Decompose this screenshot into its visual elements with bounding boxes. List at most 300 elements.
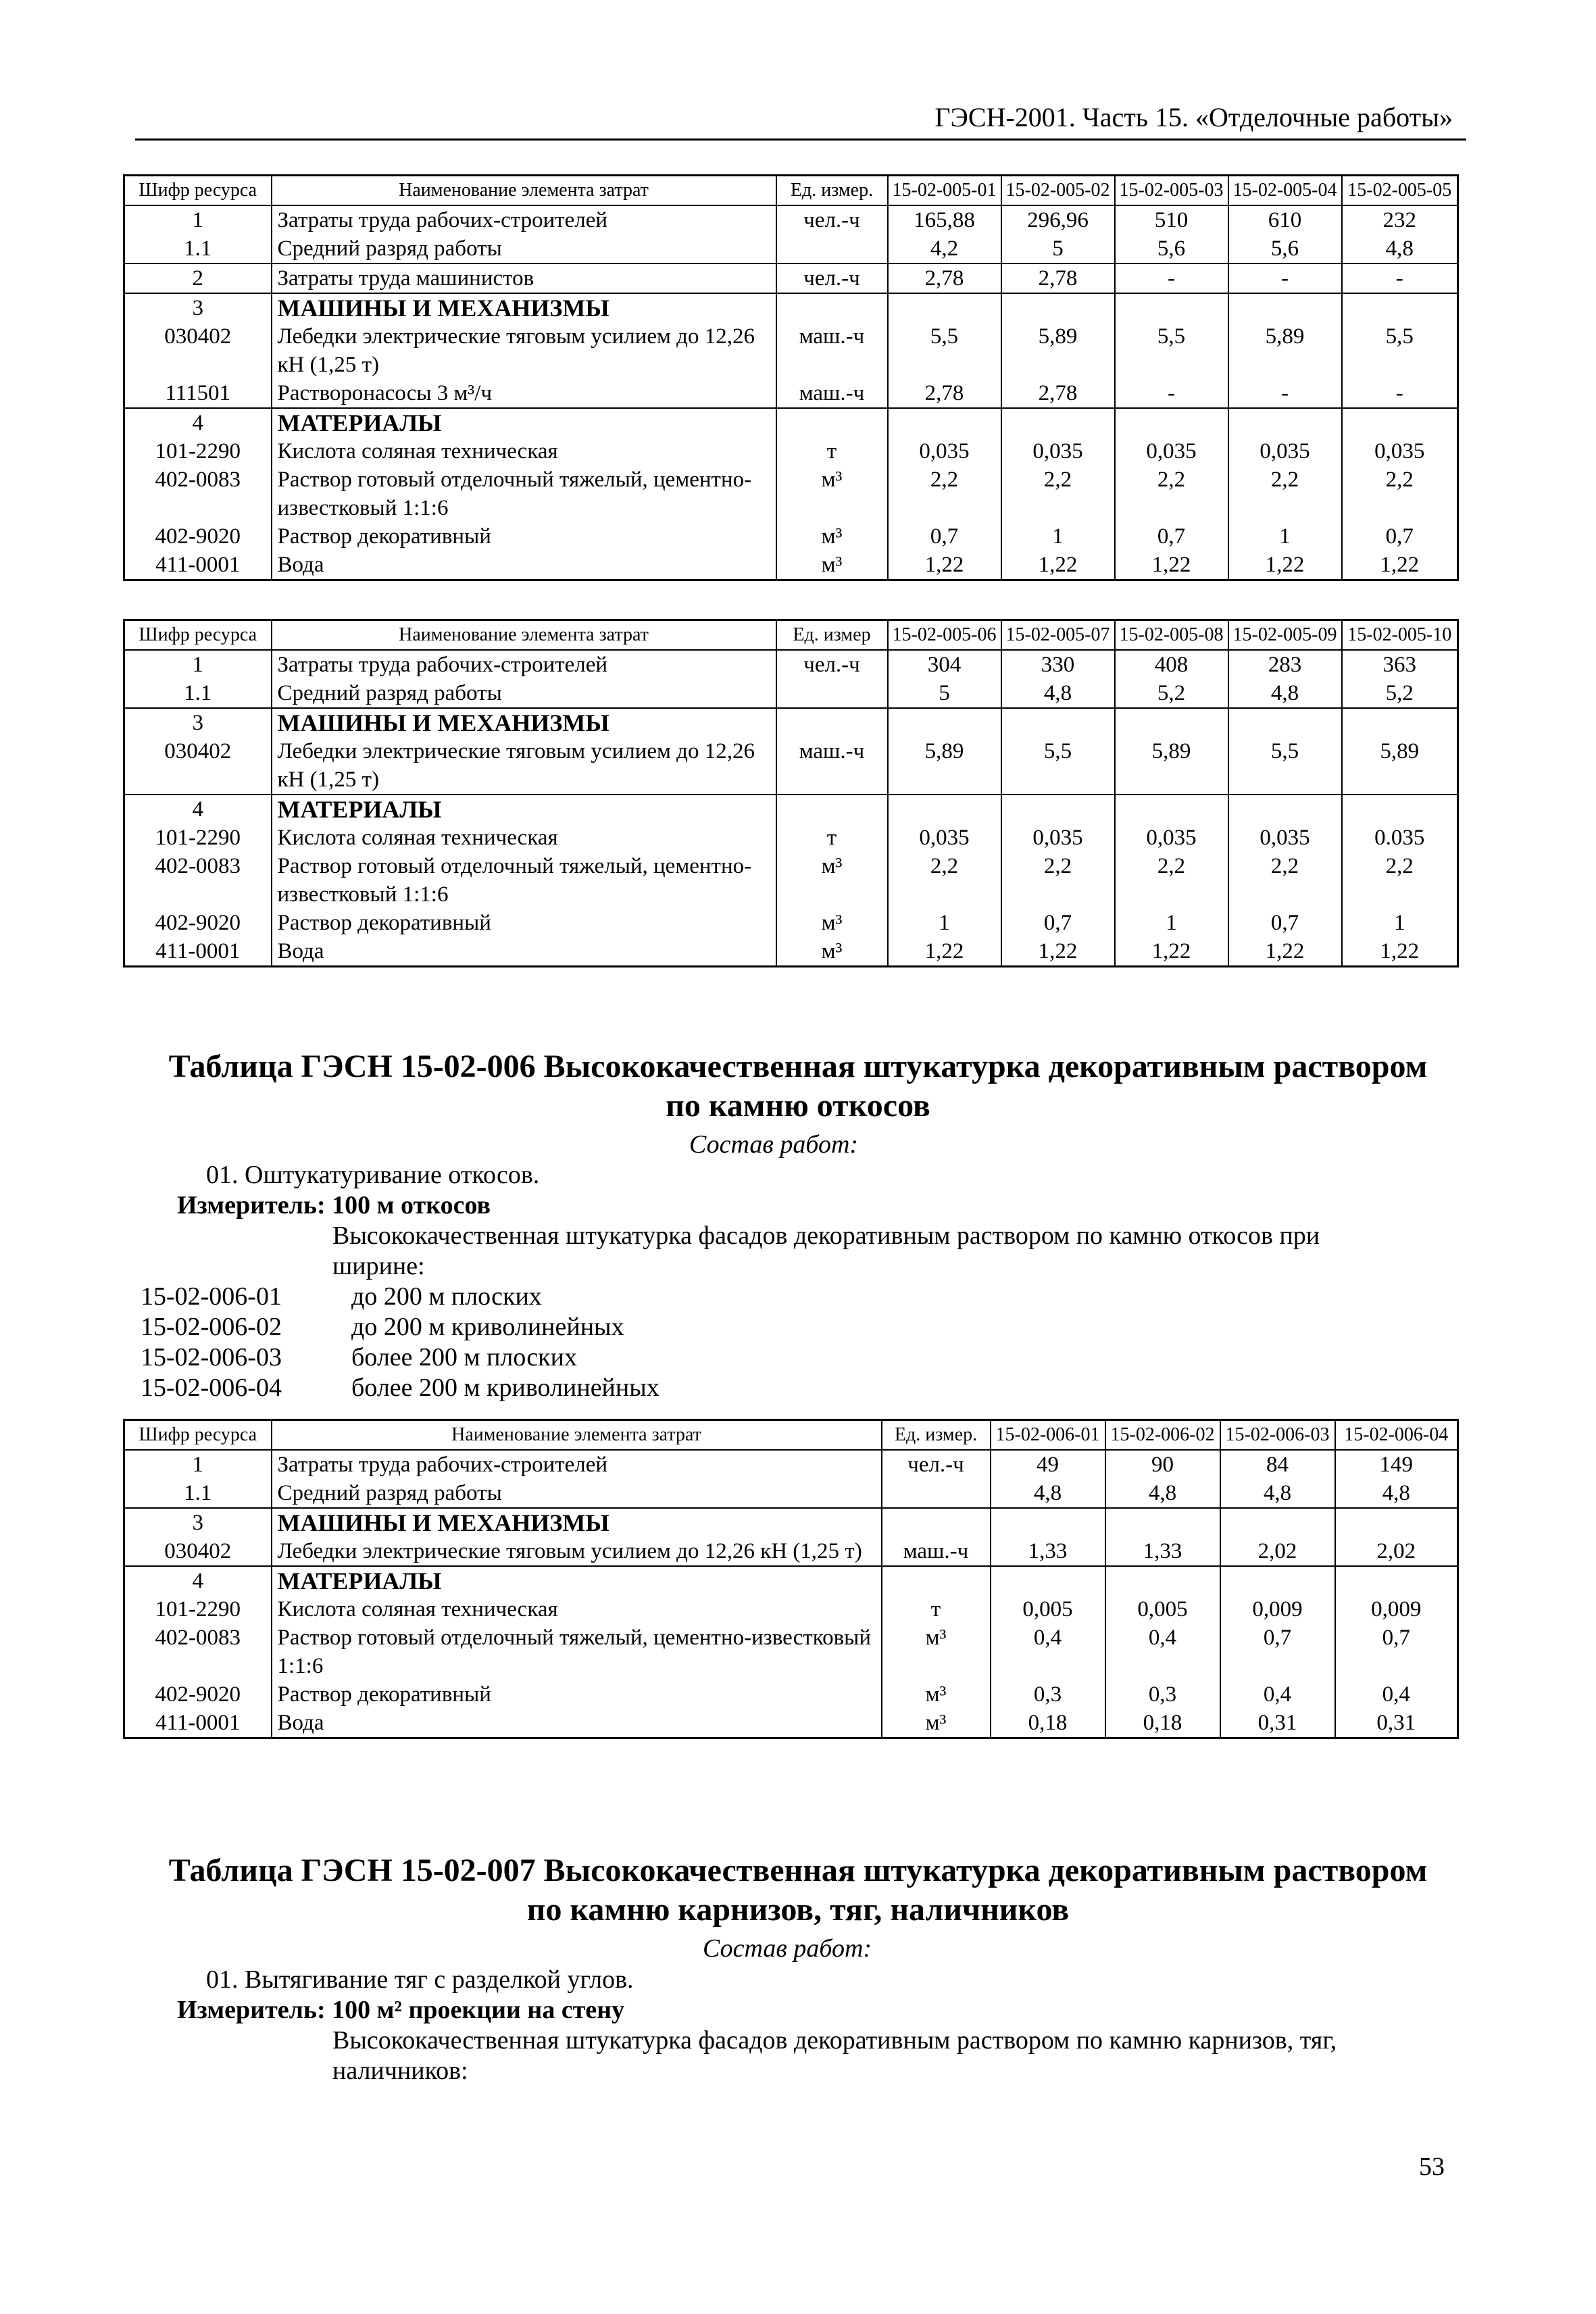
header-rule <box>135 139 1466 141</box>
table-row <box>124 466 1458 522</box>
header-cell: 15-02-005-08 <box>1115 620 1228 651</box>
resource-code: 111501 <box>124 379 272 408</box>
cost-element-name: Затраты труда рабочих-строителей <box>272 1450 882 1479</box>
table-row <box>124 1624 1458 1680</box>
unit-of-measure: т <box>882 1595 991 1624</box>
norm-value: 0,18 <box>991 1709 1105 1738</box>
norm-value: 1,22 <box>888 937 1001 967</box>
header-cell: 15-02-006-03 <box>1220 1420 1335 1451</box>
norm-value: 0,4 <box>1105 1624 1220 1680</box>
header-cell: Ед. измер. <box>776 176 888 206</box>
norm-value: 1,22 <box>1115 937 1228 967</box>
norm-value: 296,96 <box>1001 205 1115 234</box>
norm-value: - <box>1342 263 1458 293</box>
norm-value <box>1105 1566 1220 1595</box>
measure-unit: Измеритель: 100 м откосов <box>177 1191 491 1219</box>
norm-value <box>1115 293 1228 322</box>
norm-value: 0,7 <box>1220 1624 1335 1680</box>
table-row <box>124 708 1458 737</box>
header-cell: Шифр ресурса <box>124 620 272 651</box>
norm-value: - <box>1115 263 1228 293</box>
norm-value: 5,89 <box>888 737 1001 795</box>
work-step-2: 01. Вытягивание тяг с разделкой углов. <box>206 1965 634 1994</box>
norm-value: 0,7 <box>1115 522 1228 551</box>
header-cell: 15-02-005-03 <box>1115 176 1228 206</box>
norm-value: 2,78 <box>888 379 1001 408</box>
norm-value <box>1115 708 1228 737</box>
norm-code: 15-02-006-02 <box>141 1313 282 1341</box>
unit-of-measure: м³ <box>882 1709 991 1738</box>
norm-value: 2,02 <box>1220 1537 1335 1566</box>
table-row <box>124 437 1458 466</box>
resource-code: 101-2290 <box>124 437 272 466</box>
resource-code: 3 <box>124 1508 272 1537</box>
norm-value <box>1342 293 1458 322</box>
norm-value: 0,005 <box>991 1595 1105 1624</box>
table-row <box>124 937 1458 967</box>
table-row <box>124 909 1458 937</box>
cost-element-name: Вода <box>272 1709 882 1738</box>
norm-value: 0,035 <box>1115 824 1228 852</box>
norm-code: 15-02-006-04 <box>141 1374 282 1402</box>
cost-element-name: МАШИНЫ И МЕХАНИЗМЫ <box>272 1508 882 1537</box>
resource-code: 1 <box>124 1450 272 1479</box>
norm-value: 0,31 <box>1335 1709 1458 1738</box>
unit-of-measure: м³ <box>776 466 888 522</box>
header-cell: 15-02-006-02 <box>1105 1420 1220 1451</box>
cost-element-name: Кислота соляная техническая <box>272 437 776 466</box>
norm-value <box>1115 795 1228 824</box>
header-cell: 15-02-005-02 <box>1001 176 1115 206</box>
resource-code: 3 <box>124 708 272 737</box>
norm-value: - <box>1228 379 1342 408</box>
table-row <box>124 205 1458 234</box>
norm-value: 5,2 <box>1342 679 1458 708</box>
norm-value: 2,2 <box>888 852 1001 909</box>
resource-code: 1.1 <box>124 234 272 263</box>
header-cell: 15-02-005-04 <box>1228 176 1342 206</box>
unit-of-measure: чел.-ч <box>776 263 888 293</box>
norm-value: 165,88 <box>888 205 1001 234</box>
norm-value: 0,035 <box>1115 437 1228 466</box>
norm-value: 0,009 <box>1335 1595 1458 1624</box>
cost-element-name: Затраты труда рабочих-строителей <box>272 650 776 679</box>
cost-element-name: МАТЕРИАЛЫ <box>272 408 776 437</box>
norm-value: 5,89 <box>1342 737 1458 795</box>
norm-value: 5,89 <box>1001 322 1115 379</box>
norm-value: 1 <box>1228 522 1342 551</box>
cost-element-name: Лебедки электрические тяговым усилием до 12,26 кН (1,25 т) <box>272 737 776 795</box>
table-header-row <box>124 176 1458 206</box>
header-cell: 15-02-005-05 <box>1342 176 1458 206</box>
norm-value: - <box>1342 379 1458 408</box>
norm-value <box>1001 708 1115 737</box>
header-cell: 15-02-005-06 <box>888 620 1001 651</box>
norm-value <box>888 408 1001 437</box>
norm-value: 5,6 <box>1115 234 1228 263</box>
header-cell: Шифр ресурса <box>124 176 272 206</box>
unit-of-measure: чел.-ч <box>776 650 888 679</box>
norm-value <box>1220 1508 1335 1537</box>
table-title-007-line1: Таблица ГЭСН 15-02-007 Высококачественная штукатурка декоративным раствором <box>168 1853 1428 1888</box>
norm-value: 0,005 <box>1105 1595 1220 1624</box>
table-row <box>124 1508 1458 1537</box>
cost-element-name: МАТЕРИАЛЫ <box>272 795 776 824</box>
norm-value: 5,5 <box>1115 322 1228 379</box>
resource-code: 411-0001 <box>124 551 272 580</box>
table-row <box>124 1566 1458 1595</box>
norm-value: 4,2 <box>888 234 1001 263</box>
cost-element-name: МАШИНЫ И МЕХАНИЗМЫ <box>272 708 776 737</box>
resource-code: 402-0083 <box>124 466 272 522</box>
norm-value: 5 <box>1001 234 1115 263</box>
norm-value: 0,035 <box>1342 437 1458 466</box>
header-cell: Наименование элемента затрат <box>272 620 776 651</box>
table-row <box>124 322 1458 379</box>
table-row <box>124 408 1458 437</box>
cost-element-name: Раствор готовый отделочный тяжелый, цементно-известковый 1:1:6 <box>272 466 776 522</box>
norm-value: 5,5 <box>1001 737 1115 795</box>
header-cell: 15-02-005-10 <box>1342 620 1458 651</box>
table-row <box>124 1680 1458 1709</box>
cost-element-name: МАШИНЫ И МЕХАНИЗМЫ <box>272 293 776 322</box>
norm-value: - <box>1115 379 1228 408</box>
unit-of-measure: чел.-ч <box>776 205 888 234</box>
norm-value: 4,8 <box>1220 1479 1335 1508</box>
norm-value: 0,035 <box>888 437 1001 466</box>
norm-value: 90 <box>1105 1450 1220 1479</box>
table-title-006-line1: Таблица ГЭСН 15-02-006 Высококачественная штукатурка декоративным раствором <box>168 1049 1428 1084</box>
header-cell: 15-02-006-04 <box>1335 1420 1458 1451</box>
norm-value <box>991 1566 1105 1595</box>
norm-value: 4,8 <box>1105 1479 1220 1508</box>
norm-value: 1 <box>1115 909 1228 937</box>
norm-value: 283 <box>1228 650 1342 679</box>
unit-of-measure: маш.-ч <box>776 379 888 408</box>
description-2-line2: наличников: <box>332 2057 468 2085</box>
header-cell: 15-02-005-01 <box>888 176 1001 206</box>
norm-value: 2,2 <box>1228 852 1342 909</box>
norm-value: 149 <box>1335 1450 1458 1479</box>
norm-value: 0,7 <box>1335 1624 1458 1680</box>
norm-value <box>1115 408 1228 437</box>
resource-code: 4 <box>124 795 272 824</box>
cost-element-name: Кислота соляная техническая <box>272 1595 882 1624</box>
description-2-line1: Высококачественная штукатурка фасадов декоративным раствором по камню карнизов, тяг, <box>332 2026 1337 2055</box>
norm-value: 5,6 <box>1228 234 1342 263</box>
norm-value: 2,2 <box>888 466 1001 522</box>
norm-value: 0.035 <box>1342 824 1458 852</box>
norm-value: 1 <box>1001 522 1115 551</box>
norm-value: 5 <box>888 679 1001 708</box>
resource-code: 402-9020 <box>124 1680 272 1709</box>
norm-value: 0,035 <box>1228 824 1342 852</box>
resource-code: 402-9020 <box>124 522 272 551</box>
description-line1: Высококачественная штукатурка фасадов декоративным раствором по камню откосов при <box>332 1222 1320 1250</box>
header-cell: Ед. измер. <box>882 1420 991 1451</box>
norm-code-description: более 200 м плоских <box>351 1343 577 1372</box>
norm-value: 2,2 <box>1228 466 1342 522</box>
norm-value: 5,2 <box>1115 679 1228 708</box>
norm-value: 0,035 <box>1228 437 1342 466</box>
norm-value: 2,78 <box>1001 263 1115 293</box>
norm-value: 5,89 <box>1115 737 1228 795</box>
unit-of-measure: маш.-ч <box>882 1537 991 1566</box>
norm-table-005-01-05 <box>123 174 1459 581</box>
norm-table-005-06-10 <box>123 619 1459 967</box>
norm-value: - <box>1228 263 1342 293</box>
norm-value: 2,2 <box>1001 852 1115 909</box>
table-row <box>124 1479 1458 1508</box>
norm-value: 0,3 <box>991 1680 1105 1709</box>
unit-of-measure: т <box>776 824 888 852</box>
unit-of-measure <box>882 1479 991 1508</box>
unit-of-measure <box>882 1508 991 1537</box>
norm-value: 1 <box>1342 909 1458 937</box>
unit-of-measure: м³ <box>776 522 888 551</box>
norm-value: 0,4 <box>991 1624 1105 1680</box>
header-cell: 15-02-006-01 <box>991 1420 1105 1451</box>
norm-value: 408 <box>1115 650 1228 679</box>
norm-value: 1 <box>888 909 1001 937</box>
norm-value: 1,22 <box>1342 937 1458 967</box>
header-cell: 15-02-005-07 <box>1001 620 1115 651</box>
cost-element-name: Средний разряд работы <box>272 234 776 263</box>
resource-code: 030402 <box>124 737 272 795</box>
norm-value: 0,035 <box>1001 437 1115 466</box>
cost-element-name: Затраты труда машинистов <box>272 263 776 293</box>
norm-value: 2,2 <box>1001 466 1115 522</box>
unit-of-measure: м³ <box>882 1680 991 1709</box>
resource-code: 402-9020 <box>124 909 272 937</box>
norm-value <box>1335 1508 1458 1537</box>
norm-value <box>1335 1566 1458 1595</box>
table-row <box>124 234 1458 263</box>
cost-element-name: МАТЕРИАЛЫ <box>272 1566 882 1595</box>
unit-of-measure: маш.-ч <box>776 322 888 379</box>
resource-code: 402-0083 <box>124 1624 272 1680</box>
unit-of-measure <box>776 293 888 322</box>
table-row <box>124 1595 1458 1624</box>
unit-of-measure: м³ <box>776 852 888 909</box>
unit-of-measure: т <box>776 437 888 466</box>
norm-table-006 <box>123 1419 1459 1739</box>
norm-value: 0,7 <box>1228 909 1342 937</box>
norm-value: 0,18 <box>1105 1709 1220 1738</box>
norm-value: 5,5 <box>1342 322 1458 379</box>
norm-value: 4,8 <box>1001 679 1115 708</box>
norm-value: 330 <box>1001 650 1115 679</box>
page-number: 53 <box>1419 2153 1445 2181</box>
norm-value <box>1001 795 1115 824</box>
norm-value: 1,22 <box>888 551 1001 580</box>
unit-of-measure <box>776 234 888 263</box>
norm-value: 0,009 <box>1220 1595 1335 1624</box>
work-composition-label-2: Состав работ: <box>703 1934 872 1963</box>
norm-value: 0,4 <box>1335 1680 1458 1709</box>
norm-value <box>888 708 1001 737</box>
cost-element-name: Кислота соляная техническая <box>272 824 776 852</box>
table-row <box>124 293 1458 322</box>
norm-value <box>1228 408 1342 437</box>
table-row <box>124 824 1458 852</box>
table-row <box>124 1709 1458 1738</box>
cost-element-name: Лебедки электрические тяговым усилием до 12,26 кН (1,25 т) <box>272 322 776 379</box>
unit-of-measure: м³ <box>776 909 888 937</box>
resource-code: 030402 <box>124 1537 272 1566</box>
resource-code: 2 <box>124 263 272 293</box>
unit-of-measure: м³ <box>776 937 888 967</box>
resource-code: 4 <box>124 408 272 437</box>
norm-value: 2,02 <box>1335 1537 1458 1566</box>
norm-value: 1,33 <box>991 1537 1105 1566</box>
norm-value: 1,22 <box>1001 551 1115 580</box>
table-row <box>124 1450 1458 1479</box>
norm-value <box>1342 708 1458 737</box>
norm-value <box>1220 1566 1335 1595</box>
table-row <box>124 263 1458 293</box>
norm-value <box>1105 1508 1220 1537</box>
norm-value <box>1001 293 1115 322</box>
cost-element-name: Лебедки электрические тяговым усилием до 12,26 кН (1,25 т) <box>272 1537 882 1566</box>
header-cell: Наименование элемента затрат <box>272 176 776 206</box>
norm-value <box>1001 408 1115 437</box>
norm-value: 0,035 <box>1001 824 1115 852</box>
norm-value: 0,4 <box>1220 1680 1335 1709</box>
header-cell: Шифр ресурса <box>124 1420 272 1451</box>
norm-value: 2,2 <box>1342 852 1458 909</box>
norm-value: 0,035 <box>888 824 1001 852</box>
header-cell: 15-02-005-09 <box>1228 620 1342 651</box>
unit-of-measure: м³ <box>882 1624 991 1680</box>
norm-value: 2,2 <box>1115 852 1228 909</box>
norm-value <box>1228 708 1342 737</box>
resource-code: 030402 <box>124 322 272 379</box>
cost-element-name: Раствор декоративный <box>272 1680 882 1709</box>
table-title-006-line2: по камню откосов <box>666 1088 930 1124</box>
unit-of-measure <box>776 795 888 824</box>
running-header: ГЭСН-2001. Часть 15. «Отделочные работы» <box>934 102 1453 132</box>
unit-of-measure <box>776 679 888 708</box>
resource-code: 411-0001 <box>124 937 272 967</box>
norm-value <box>888 795 1001 824</box>
table-row <box>124 737 1458 795</box>
table-row <box>124 679 1458 708</box>
norm-code-description: до 200 м криволинейных <box>351 1313 624 1341</box>
cost-element-name: Средний разряд работы <box>272 1479 882 1508</box>
cost-element-name: Вода <box>272 551 776 580</box>
norm-value: 2,78 <box>888 263 1001 293</box>
norm-value: 0,7 <box>888 522 1001 551</box>
norm-value <box>1228 795 1342 824</box>
cost-element-name: Раствор декоративный <box>272 522 776 551</box>
norm-value: 610 <box>1228 205 1342 234</box>
table-header-row <box>124 1420 1458 1451</box>
resource-code: 402-0083 <box>124 852 272 909</box>
norm-code-description: более 200 м криволинейных <box>351 1374 659 1402</box>
unit-of-measure <box>882 1566 991 1595</box>
resource-code: 101-2290 <box>124 1595 272 1624</box>
cost-element-name: Вода <box>272 937 776 967</box>
table-title-007-line2: по камню карнизов, тяг, наличников <box>526 1892 1070 1928</box>
norm-code: 15-02-006-03 <box>141 1343 282 1372</box>
norm-value: 4,8 <box>1342 234 1458 263</box>
resource-code: 411-0001 <box>124 1709 272 1738</box>
norm-value: 1,33 <box>1105 1537 1220 1566</box>
norm-value: 4,8 <box>991 1479 1105 1508</box>
norm-value: 0,3 <box>1105 1680 1220 1709</box>
norm-value: 2,78 <box>1001 379 1115 408</box>
norm-value: 1,22 <box>1342 551 1458 580</box>
unit-of-measure: м³ <box>776 551 888 580</box>
table-row <box>124 551 1458 580</box>
table-row <box>124 379 1458 408</box>
table-row <box>124 522 1458 551</box>
norm-value: 0,7 <box>1001 909 1115 937</box>
cost-element-name: Раствор готовый отделочный тяжелый, цементно-известковый 1:1:6 <box>272 852 776 909</box>
cost-element-name: Средний разряд работы <box>272 679 776 708</box>
work-step: 01. Оштукатуривание откосов. <box>206 1161 540 1189</box>
norm-value: 84 <box>1220 1450 1335 1479</box>
norm-value: 2,2 <box>1342 466 1458 522</box>
norm-value: 1,22 <box>1001 937 1115 967</box>
measure-unit-2: Измеритель: 100 м² проекции на стену <box>177 1996 625 2024</box>
resource-code: 101-2290 <box>124 824 272 852</box>
header-cell: Наименование элемента затрат <box>272 1420 882 1451</box>
resource-code: 1 <box>124 650 272 679</box>
table-row <box>124 1537 1458 1566</box>
norm-value: 0,7 <box>1342 522 1458 551</box>
norm-value <box>1342 795 1458 824</box>
norm-value: 49 <box>991 1450 1105 1479</box>
unit-of-measure: чел.-ч <box>882 1450 991 1479</box>
header-cell: Ед. измер <box>776 620 888 651</box>
cost-element-name: Затраты труда рабочих-строителей <box>272 205 776 234</box>
norm-value: 304 <box>888 650 1001 679</box>
norm-value: 5,5 <box>888 322 1001 379</box>
norm-value: 1,22 <box>1228 551 1342 580</box>
norm-value <box>888 293 1001 322</box>
cost-element-name: Раствор готовый отделочный тяжелый, цементно-известковый 1:1:6 <box>272 1624 882 1680</box>
unit-of-measure: маш.-ч <box>776 737 888 795</box>
table-row <box>124 650 1458 679</box>
resource-code: 3 <box>124 293 272 322</box>
resource-code: 1 <box>124 205 272 234</box>
norm-value <box>1342 408 1458 437</box>
description-line2: ширине: <box>332 1252 425 1280</box>
resource-code: 4 <box>124 1566 272 1595</box>
norm-code-description: до 200 м плоских <box>351 1282 542 1311</box>
norm-value: 510 <box>1115 205 1228 234</box>
cost-element-name: Раствор декоративный <box>272 909 776 937</box>
norm-value: 4,8 <box>1335 1479 1458 1508</box>
norm-value: 4,8 <box>1228 679 1342 708</box>
work-composition-label: Состав работ: <box>689 1130 859 1159</box>
norm-value: 0,31 <box>1220 1709 1335 1738</box>
norm-value: 1,22 <box>1228 937 1342 967</box>
cost-element-name: Растворонасосы 3 м³/ч <box>272 379 776 408</box>
norm-value <box>1228 293 1342 322</box>
norm-value: 5,5 <box>1228 737 1342 795</box>
table-row <box>124 795 1458 824</box>
norm-value: 5,89 <box>1228 322 1342 379</box>
table-header-row <box>124 620 1458 651</box>
norm-code: 15-02-006-01 <box>141 1282 282 1311</box>
unit-of-measure <box>776 708 888 737</box>
norm-value: 1,22 <box>1115 551 1228 580</box>
unit-of-measure <box>776 408 888 437</box>
table-row <box>124 852 1458 909</box>
